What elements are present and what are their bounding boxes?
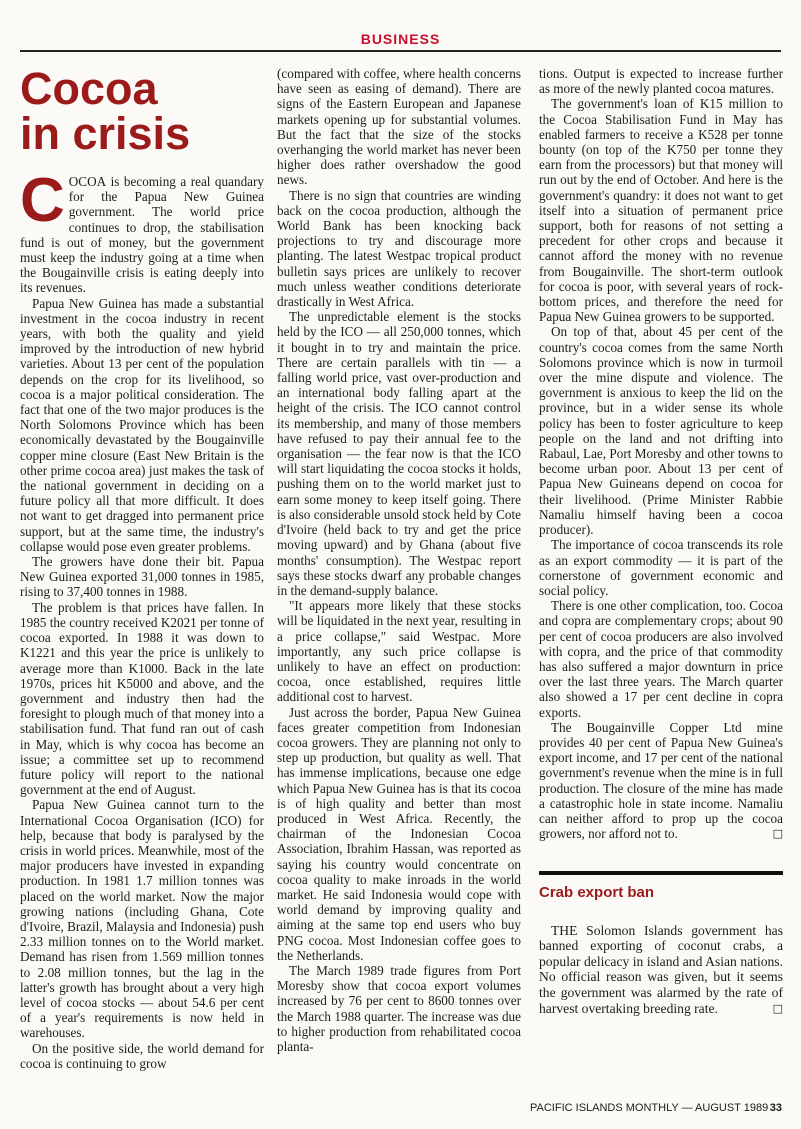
paragraph-continued: (compared with coffee, where health concerns have seen as easing of demand). There are signs of the Eastern European and Japanese markets opening up for substantial volumes. But the fact that the size of the stocks overhanging the world market has never been higher does rather overshadow the good news.: [277, 66, 521, 188]
paragraph: Papua New Guinea cannot turn to the International Cocoa Organisation (ICO) for help, because that body is paralysed by the crisis in world prices. Meanwhile, most of the major producers have invested in expanding production. In 1981 1.7 million tonnes was placed on the world market. Now the major growing nations (including Ghana, Cote d'Ivoire, Brazil, Malaysia and Indonesia) push 2.33 million tonnes on to the World market. Demand has risen from 1.569 million tonnes to 2.08 million tonnes, but the lag in the latter's growth has brought about a very high level of cocoa stocks — about 54.6 per cent of a year's requirements is now held in warehouses.: [20, 797, 264, 1041]
paragraph: The problem is that prices have fallen. In 1985 the country received K2021 per tonne of cocoa exported. In 1988 it was down to K1221 and this year the price is unlikely to average more than K1000. Back in the late 1970s, prices hit K5000 and above, and the government and industry then had the foresight to plough much of that money into a stabilisation fund. That fund ran out of cash in May, which is why cocoa has become an issue; a committee set up to recommend future policy will report to the national government at the end of August.: [20, 599, 264, 798]
article-column-3: [539, 66, 783, 1016]
paragraph: The government's loan of K15 million to the Cocoa Stabilisation Fund in May has enabled farmers to receive a K528 per tonne bounty (on top of the K750 per tonne they earn from the processors) but that money will run out by the end of October. And here is the government's quandry: it does not want to get itself into a situation of permanent price support, both for reasons of not setting a precedent for other crops and because it cannot afford the money with no revenue from Bougainville. The short-term outlook for cocoa is poor, with several years of rock-bottom prices, and therefore the need for Papua New Guinea growers to be supported.: [539, 96, 783, 325]
paragraph: "It appears more likely that these stocks will be liquidated in the next year, resulting in a price collapse," said Westpac. More importantly, any such price collapse is unlikely to have an effect on production: cocoa, once established, requires little additional cost to harvest.: [277, 598, 521, 705]
paragraph-split: On the positive side, the world demand for cocoa is continuing to grow: [20, 1040, 264, 1071]
headline-line-1: Cocoa: [20, 63, 158, 114]
article-column-1: [20, 63, 264, 1071]
page-header: [0, 0, 801, 50]
drop-cap: C: [20, 166, 65, 235]
paragraph: There is no sign that countries are winding back on the cocoa production, although the World Bank has been knocking back projections to try and discourage more planting. The latest Westpac tropical product bulletin says prices are unlikely to recover much unless weather conditions deteriorate drastically in West Africa.: [277, 187, 521, 310]
page-footer: [530, 1102, 782, 1114]
sidebar-end-mark-icon: □: [772, 1001, 783, 1015]
end-mark-icon: □: [772, 827, 783, 841]
paragraph-split: The March 1989 trade figures from Port Moresby show that cocoa export volumes increased by 76 per cent to 8600 tonnes over the March 1988 quarter. The increase was due to higher production from rehabilitated cocoa planta-: [277, 962, 521, 1054]
article-headline: [20, 63, 264, 159]
header-rule: [20, 50, 781, 52]
sidebar-body: THE Solomon Islands government has banned exporting of coconut crabs, a popular delicacy in island and Asian nations. No official reason was given, but it seems the government was alarmed by the rate of harvest overtaking breeding rate.: [539, 922, 783, 1016]
paragraph-text: The Bougainville Copper Ltd mine provides 40 per cent of Papua New Guinea's export income, and 17 per cent of the national government's revenue when the mine is in full production. The closure of the mine has made a catastrophic hole in state income. Namaliu can neither afford to prop up the cocoa growers, nor afford not to.: [539, 719, 783, 842]
paragraph: The importance of cocoa transcends its role as an export commodity — it is part of the cornerstone of government economic and social policy.: [539, 537, 783, 598]
sidebar-rule: [539, 871, 783, 875]
paragraph-text: is becoming a real quandary for the Papua New Guinea government. The world price continues to drop, the stabilisation fund is out of money, but the government must keep the industry going at a time when the Bougainville crisis is eating deeply into its revenues.: [20, 174, 264, 296]
sidebar-text: [539, 923, 783, 1017]
article-column-2: [277, 66, 521, 1054]
paragraph: The unpredictable element is the stocks held by the ICO — all 250,000 tonnes, which it bought in to try and maintain the price. There are certain parallels with tin — a falling world price, vast over-production and an international body falling apart at the height of the crisis. The ICO cannot control its membership, and many of those members have refused to pay their annual fee to the organisation — the fear now is that the ICO will start liquidating the cocoa stocks it holds, pushing them on to the world market just to earn some money to keep itself going. There is also considerable unsold stock held by Cote d'Ivoire (held back to try and get the price moving upward) and by Ghana (about five months' consumption). The Westpac report says these stocks dwarf any probable changes in the demand-supply balance.: [277, 309, 521, 598]
section-label: BUSINESS: [360, 31, 441, 47]
paragraph: On top of that, about 45 per cent of the country's cocoa comes from the same North Solomons province which is now in turmoil over the mine dispute and violence. The government is anxious to keep the lid on the province, but in a wider sense its whole policy has been to foster agriculture to keep people on the land and not drifting into Rabaul, Lae, Port Moresby and other towns to become urban poor. About 13 per cent of Papua New Guineans depend on cocoa for their livelihood. (Prime Minister Rabbie Namaliu himself having been a cocoa producer).: [539, 324, 783, 538]
publication-line: PACIFIC ISLANDS MONTHLY — AUGUST 1989: [530, 1102, 769, 1114]
headline-line-2: in crisis: [20, 108, 191, 159]
paragraph-continued: tions. Output is expected to increase further as more of the newly planted cocoa matures.: [539, 66, 783, 97]
lead-paragraph: [20, 166, 264, 296]
paragraph-last: [539, 720, 783, 842]
paragraph: Papua New Guinea has made a substantial investment in the cocoa industry in recent years, with both the quality and yield improved by the introduction of new hybrid varieties. About 13 per cent of the population depends on the crop for its livelihood, so cocoa is a major political consideration. The fact that one of the two major produces is the North Solomons Province which has been economically devastated by the Bougainville copper mine closure (East New Britain is the other prime cocoa area) just makes the task of the national government in deciding on a future policy all that more difficult. It does not want to get dragged into permanent price support, but at the same time, the industry's collapse would pose even greater problems.: [20, 295, 264, 554]
lead-caps: OCOA: [68, 174, 107, 189]
paragraph: Just across the border, Papua New Guinea faces greater competition from Indonesian cocoa growers. They are planning not only to step up production, but quality as well. That has immense implications, because one edge which Papua New Guinea has is that its cocoa is of high quality and better than most produced in West Africa. Recently, the chairman of the Indonesian Cocoa Association, Ibrahim Hassan, was reported as saying his country would concentrate on cocoa quality to make inroads in the world market. He said Indonesia would cope with world demand by improving quality and aiming at the same top end users who buy PNG cocoa. Most Indonesian coffee goes to the Netherlands.: [277, 704, 521, 963]
sidebar-title: Crab export ban: [539, 884, 655, 902]
paragraph: There is one other complication, too. Cocoa and copra are complementary crops; about 90 per cent of cocoa producers are also involved with copra, and the price of that commodity has also suffered a major downturn in price over the last three years. The March quarter also showed a 17 per cent decline in copra exports.: [539, 598, 783, 720]
paragraph: The growers have done their bit. Papua New Guinea exported 31,000 tonnes in 1985, rising to 37,400 tonnes in 1988.: [20, 554, 264, 600]
page-number: 33: [769, 1102, 782, 1114]
